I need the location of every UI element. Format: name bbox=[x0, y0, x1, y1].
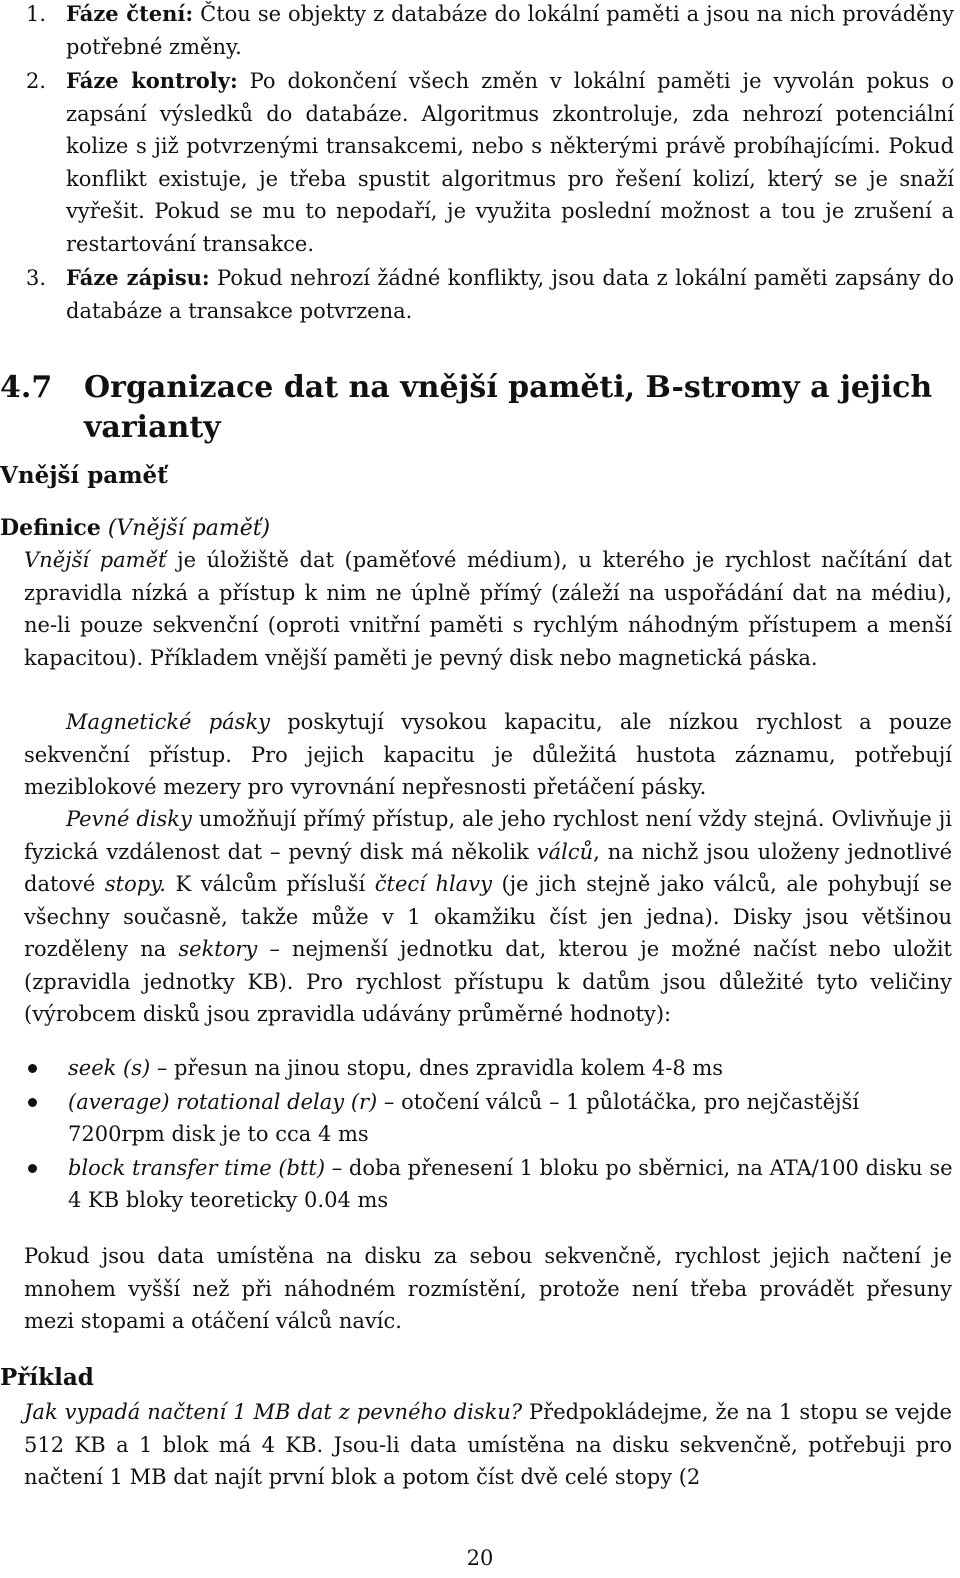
section-title: Organizace dat na vnější paměti, B-stromy a jejich varianty bbox=[84, 370, 933, 445]
phase-label: Fáze zápisu: bbox=[66, 265, 210, 290]
list-item bbox=[24, 1052, 954, 1085]
metric-term: block transfer time (btt) bbox=[68, 1155, 326, 1180]
definition-text: je úložiště dat (paměťové médium), u kterého je rychlost načítání dat zpravidla nízká a přístup k nim ne úplně přímý (záleží na uspořádání dat na médiu), ne-li pouze sekvenční (oproti vnitřní paměti s rychlým náhodným přístupem a menší kapacitou). Příkladem vnější paměti je pevný disk nebo magnetická páska. bbox=[24, 548, 952, 670]
metric-text: – doba přenesení 1 bloku po sběrnici, na ATA/100 disku se 4 KB bloky teoreticky 0.04 ms bbox=[68, 1155, 953, 1212]
definition-heading bbox=[0, 512, 270, 546]
phase-text: Čtou se objekty z databáze do lokální paměti a jsou na nich prováděny potřebné změny. bbox=[66, 2, 954, 59]
definition-term: Vnější paměť bbox=[24, 548, 167, 572]
disks-term: Pevné disky bbox=[66, 807, 192, 831]
list-item bbox=[24, 1086, 954, 1151]
bullet-icon bbox=[24, 1152, 68, 1217]
definition-paragraph bbox=[24, 544, 952, 674]
bullet-icon bbox=[24, 1052, 68, 1085]
phase-label: Fáze kontroly: bbox=[66, 68, 238, 93]
definition-label: Definice bbox=[0, 515, 101, 541]
section-number: 4.7 bbox=[0, 370, 53, 405]
list-item bbox=[26, 0, 954, 63]
tapes-term: Magnetické pásky bbox=[66, 710, 271, 734]
metric-text: – otočení válců – 1 půlotáčka, pro nejčastější 7200rpm disk je to cca 4 ms bbox=[68, 1089, 860, 1146]
example-paragraph bbox=[24, 1396, 952, 1494]
metric-text: – přesun na jinou stopu, dnes zpravidla kolem 4-8 ms bbox=[150, 1056, 724, 1080]
example-question: Jak vypadá načtení 1 MB dat z pevného disku? bbox=[24, 1400, 523, 1424]
disks-paragraph bbox=[24, 803, 952, 1031]
list-item bbox=[26, 65, 954, 260]
disks-text: , na nichž jsou uloženy jednotlivé datové bbox=[24, 839, 953, 896]
subsection-heading: Vnější paměť bbox=[0, 462, 168, 489]
list-marker: 2. bbox=[26, 69, 47, 93]
list-marker: 1. bbox=[26, 2, 47, 26]
section-heading bbox=[0, 368, 960, 448]
metric-term: (average) rotational delay (r) bbox=[68, 1089, 378, 1114]
bullet-icon bbox=[24, 1086, 68, 1151]
list-marker: 3. bbox=[26, 266, 47, 290]
disks-text: (je jich stejně jako válců, ale pohybují se všechny současně, takže může v 1 okamžiku číst jen jedna). Disky jsou většinou rozděleny na bbox=[24, 872, 952, 961]
disk-metrics-list bbox=[24, 1052, 954, 1218]
example-heading: Příklad bbox=[0, 1364, 94, 1391]
sectors-term: sektory bbox=[178, 937, 258, 961]
list-item bbox=[24, 1152, 954, 1217]
definition-title: (Vnější paměť) bbox=[107, 516, 271, 541]
metric-term: seek (s) bbox=[68, 1056, 151, 1080]
sequential-paragraph: Pokud jsou data umístěna na disku za sebou sekvenčně, rychlost jejich načtení je mnohem vyšší než při náhodném rozmístění, protože není třeba provádět přesuny mezi stopami a otáčení válců navíc. bbox=[24, 1244, 952, 1333]
cylinders-term: válců bbox=[536, 839, 594, 864]
disks-text: umožňují přímý přístup, ale jeho rychlost není vždy stejná. Ovlivňuje ji fyzická vzdálenost dat – pevný disk má několik bbox=[24, 807, 952, 864]
tracks-term: stopy. bbox=[104, 872, 166, 896]
example-text: Předpokládejme, že na 1 stopu se vejde 512 KB a 1 blok má 4 KB. Jsou-li data umístěna na disku sekvenčně, potřebuji pro načtení 1 MB dat najít první blok a potom číst dvě celé stopy (2 bbox=[24, 1400, 952, 1489]
heads-term: čtecí hlavy bbox=[374, 872, 492, 896]
list-item bbox=[26, 262, 954, 327]
phase-text: Pokud nehrozí žádné konflikty, jsou data z lokální paměti zapsány do databáze a transakce potvrzena. bbox=[66, 266, 954, 323]
tapes-text: poskytují vysokou kapacitu, ale nízkou rychlost a pouze sekvenční přístup. Pro jejich kapacitu je důležitá hustota záznamu, potřebují meziblokové mezery pro vyrovnání nepřesnosti přetáčení pásky. bbox=[24, 710, 952, 799]
phase-list bbox=[26, 0, 954, 329]
disks-text: K válcům přísluší bbox=[165, 872, 375, 896]
page-number: 20 bbox=[466, 1546, 494, 1570]
phase-text: Po dokončení všech změn v lokální paměti je vyvolán pokus o zapsání výsledků do databáze. Algoritmus zkontroluje, zda nehrozí potenciální kolize s již potvrzenými transakcemi, nebo s některými právě probíhajícími. Pokud konflikt existuje, je třeba spustit algoritmus pro řešení kolizí, který se je snaží vyřešit. Pokud se mu to nepodaří, je využita poslední možnost a tou je zrušení a restartování transakce. bbox=[66, 69, 954, 256]
phase-label: Fáze čtení: bbox=[66, 1, 194, 26]
tapes-paragraph bbox=[24, 706, 952, 804]
disks-text: – nejmenší jednotku dat, kterou je možné načíst nebo uložit (zpravidla jednotky KB). Pro rychlost přístupu k datům jsou důležité tyto veličiny (výrobcem disků jsou zpravidla udávány průměrné hodnoty): bbox=[24, 937, 952, 1026]
